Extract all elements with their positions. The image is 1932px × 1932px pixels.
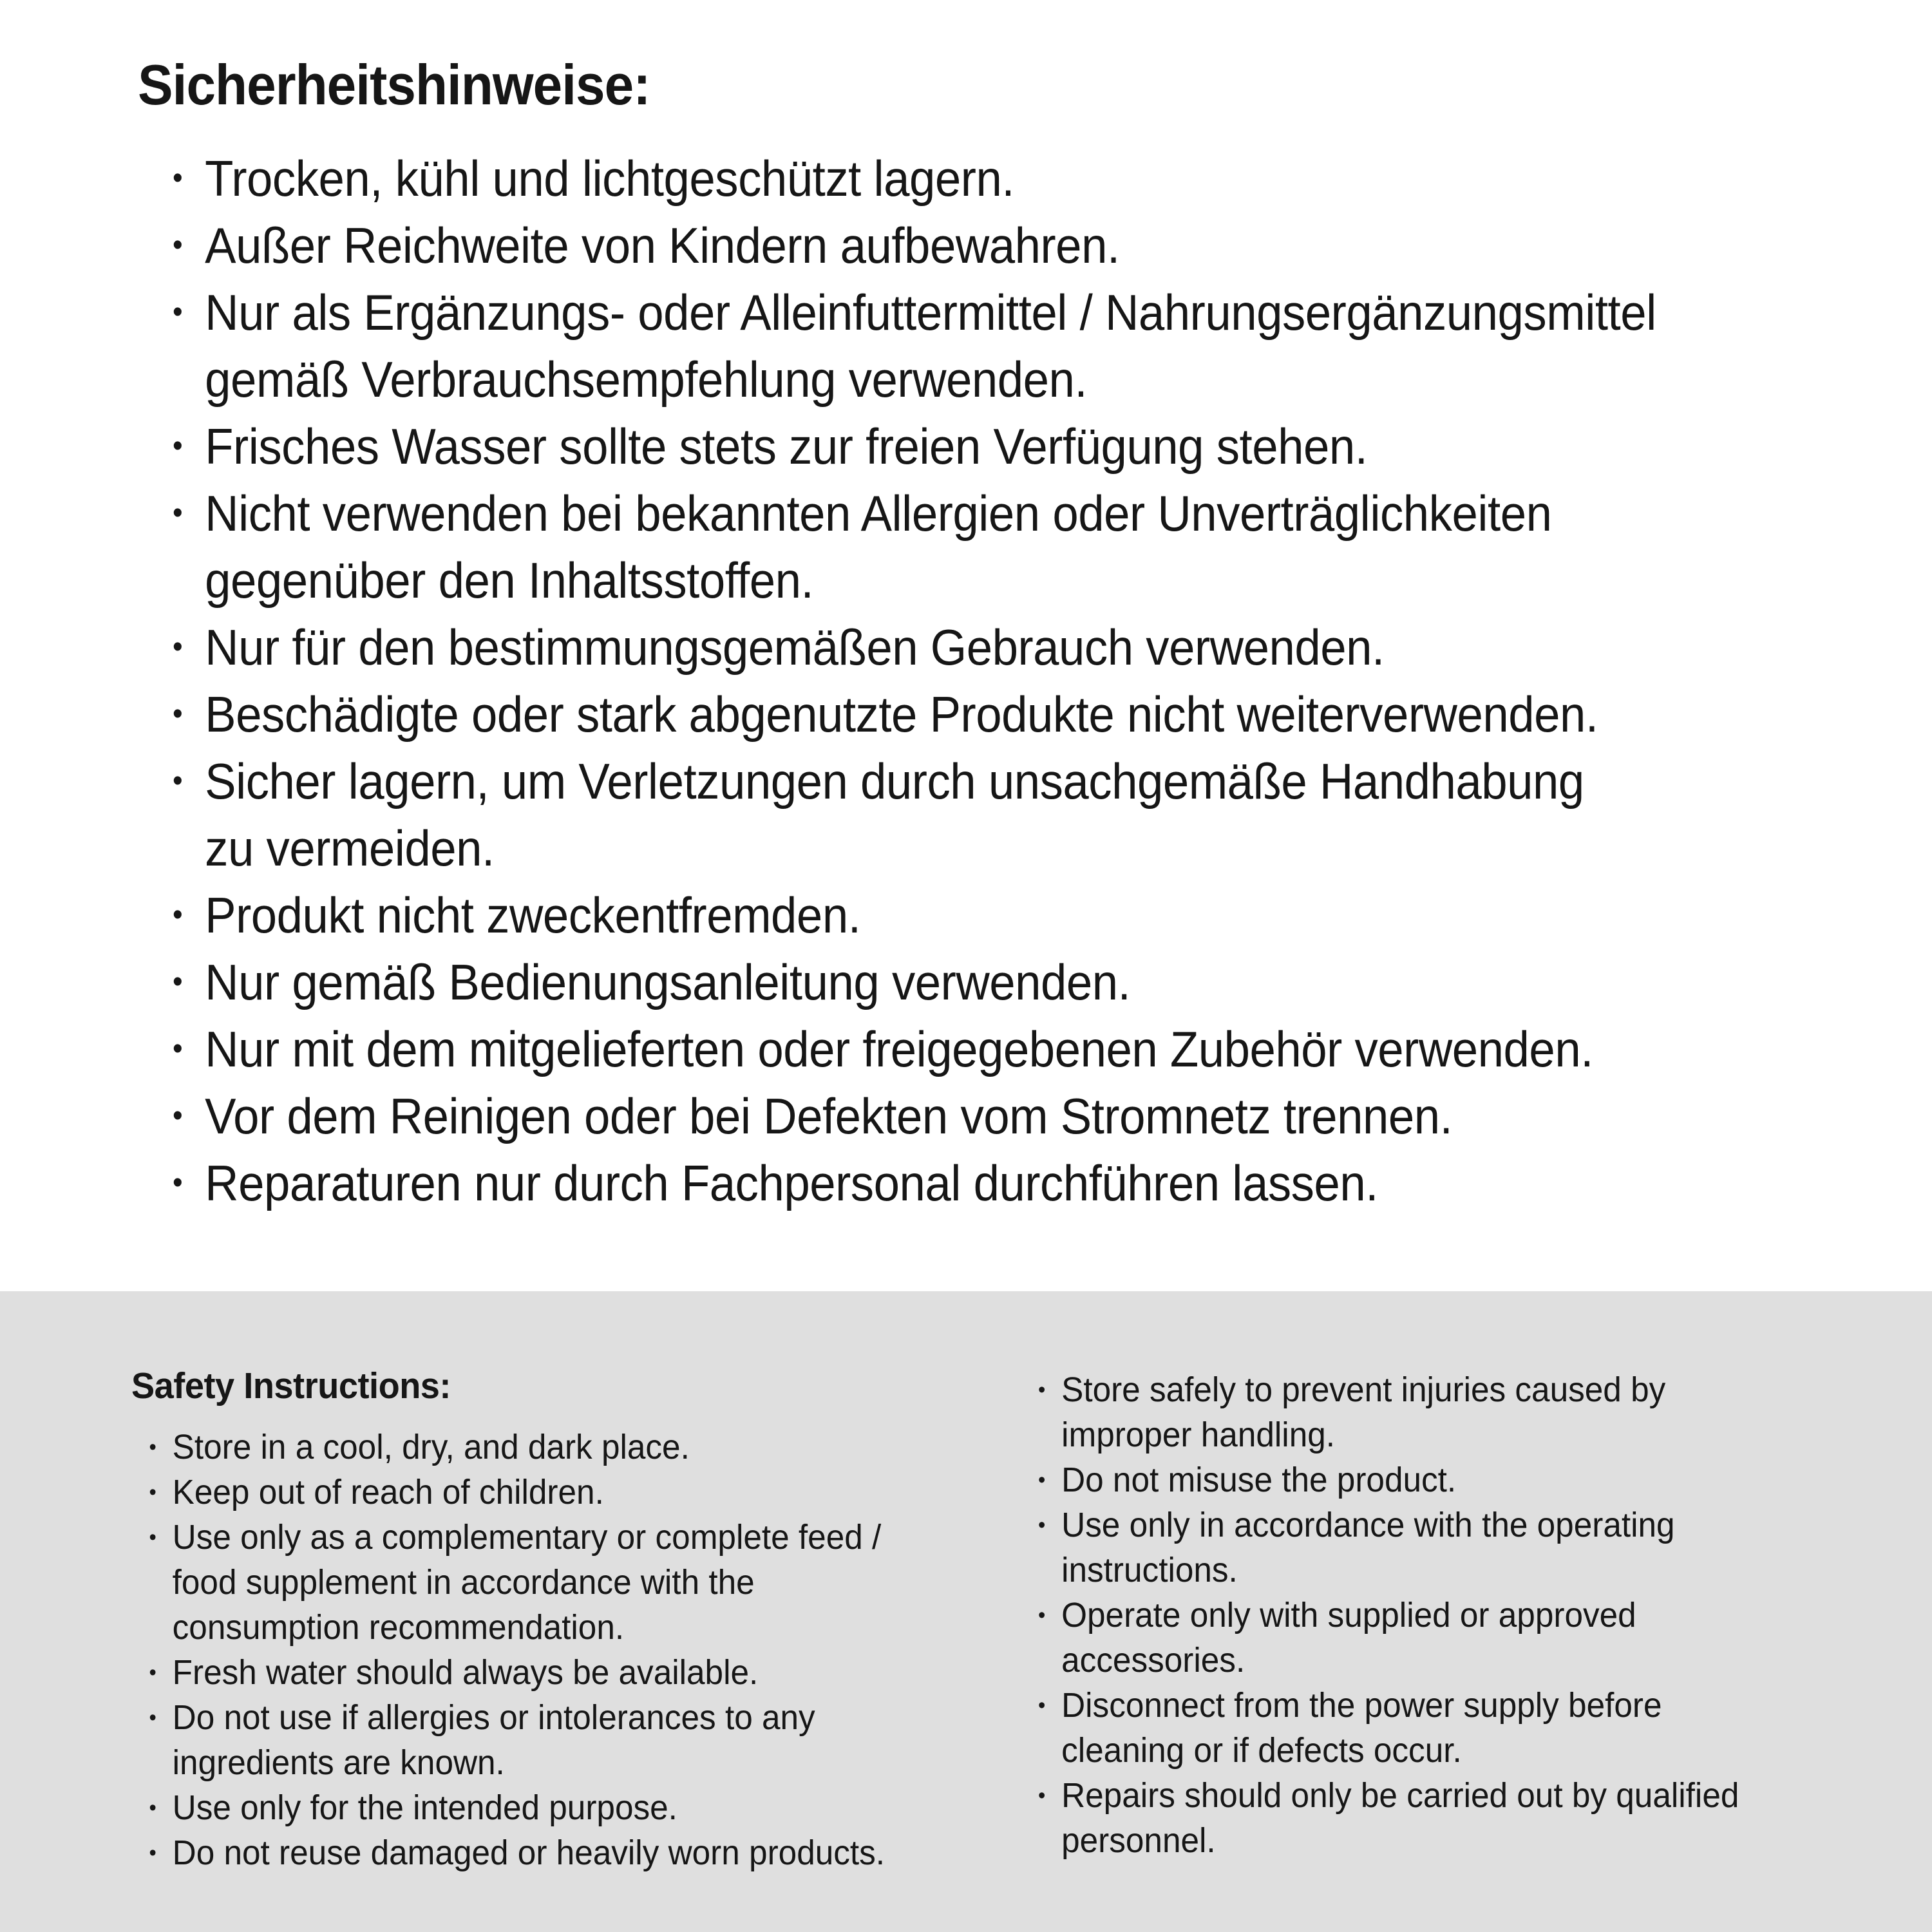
german-safety-item xyxy=(138,1083,1803,1150)
bullet-text: Trocken, kühl und lichtgeschützt lagern. xyxy=(205,150,1015,207)
bullet-text: Nicht verwenden bei bekannten Allergien oder Unverträglichkeiten gegenüber den Inhaltsstoffen. xyxy=(205,485,1552,609)
german-heading: Sicherheitshinweise: xyxy=(138,53,650,117)
bullet-text: Reparaturen nur durch Fachpersonal durchführen lassen. xyxy=(205,1155,1378,1211)
bullet-marker: • xyxy=(1038,1783,1046,1808)
bullet-marker: • xyxy=(1038,1603,1046,1627)
bullet-marker: • xyxy=(149,1705,156,1730)
bullet-text: Disconnect from the power supply before cleaning or if defects occur. xyxy=(1061,1686,1662,1770)
german-safety-item xyxy=(138,145,1803,212)
german-safety-item xyxy=(138,614,1803,681)
bullet-marker: • xyxy=(172,295,183,329)
bullet-text: Repairs should only be carried out by qualified personnel. xyxy=(1061,1776,1739,1860)
bullet-text: Beschädigte oder stark abgenutzte Produkte nicht weiterverwenden. xyxy=(205,686,1598,743)
bullet-text: Fresh water should always be available. xyxy=(172,1653,759,1692)
german-safety-item xyxy=(138,681,1803,748)
english-safety-item xyxy=(1038,1593,1882,1683)
bullet-text: Use only in accordance with the operating instructions. xyxy=(1061,1506,1675,1589)
german-safety-item xyxy=(138,1150,1803,1217)
bullet-marker: • xyxy=(149,1660,156,1685)
bullet-text: Store safely to prevent injuries caused by improper handling. xyxy=(1061,1370,1666,1454)
english-safety-band xyxy=(0,1291,1932,1932)
german-safety-section xyxy=(138,53,1803,1217)
bullet-marker: • xyxy=(149,1480,156,1504)
bullet-marker: • xyxy=(1038,1513,1046,1537)
bullet-text: Nur mit dem mitgelieferten oder freigegebenen Zubehör verwenden. xyxy=(205,1021,1593,1077)
bullet-text: Do not misuse the product. xyxy=(1061,1461,1457,1499)
bullet-marker: • xyxy=(149,1841,156,1865)
german-safety-item xyxy=(138,480,1803,614)
bullet-marker: • xyxy=(172,1099,183,1133)
bullet-text: Frisches Wasser sollte stets zur freien Verfügung stehen. xyxy=(205,418,1368,475)
bullet-marker: • xyxy=(172,496,183,530)
english-safety-item xyxy=(131,1650,988,1695)
bullet-text: Nur als Ergänzungs- oder Alleinfuttermittel / Nahrungsergänzungsmittel gemäß Verbrauchsempfehlung verwenden. xyxy=(205,284,1656,408)
english-safety-item xyxy=(131,1425,988,1470)
german-safety-item xyxy=(138,279,1803,413)
bullet-marker: • xyxy=(1038,1693,1046,1718)
english-safety-item xyxy=(1038,1683,1882,1773)
bullet-text: Use only as a complementary or complete feed / food supplement in accordance with the consumption recommendation. xyxy=(172,1518,882,1647)
english-right-column xyxy=(1038,1367,1882,1863)
bullet-text: Produkt nicht zweckentfremden. xyxy=(205,887,861,943)
english-safety-item xyxy=(1038,1367,1882,1457)
german-safety-item xyxy=(138,949,1803,1016)
bullet-marker: • xyxy=(172,429,183,463)
english-safety-item xyxy=(131,1515,988,1650)
german-safety-item xyxy=(138,413,1803,480)
german-safety-item xyxy=(138,882,1803,949)
bullet-text: Do not use if allergies or intolerances to any ingredients are known. xyxy=(172,1698,815,1782)
english-heading: Safety Instructions: xyxy=(131,1365,451,1406)
english-safety-item xyxy=(1038,1773,1882,1863)
english-safety-list-right xyxy=(1038,1367,1882,1863)
english-safety-item xyxy=(1038,1502,1882,1593)
bullet-marker: • xyxy=(1038,1378,1046,1402)
bullet-text: Nur gemäß Bedienungsanleitung verwenden. xyxy=(205,954,1131,1010)
bullet-text: Vor dem Reinigen oder bei Defekten vom Stromnetz trennen. xyxy=(205,1088,1453,1144)
german-safety-item xyxy=(138,748,1803,882)
bullet-marker: • xyxy=(172,764,183,798)
bullet-marker: • xyxy=(172,697,183,731)
english-safety-item xyxy=(131,1830,988,1875)
bullet-marker: • xyxy=(149,1795,156,1820)
english-safety-item xyxy=(1038,1457,1882,1502)
bullet-marker: • xyxy=(172,965,183,999)
bullet-text: Use only for the intended purpose. xyxy=(172,1788,677,1827)
bullet-text: Nur für den bestimmungsgemäßen Gebrauch verwenden. xyxy=(205,619,1385,676)
bullet-marker: • xyxy=(149,1525,156,1549)
bullet-text: Do not reuse damaged or heavily worn products. xyxy=(172,1833,886,1872)
bullet-marker: • xyxy=(1038,1468,1046,1492)
bullet-marker: • xyxy=(172,1166,183,1200)
bullet-text: Außer Reichweite von Kindern aufbewahren. xyxy=(205,217,1120,274)
bullet-text: Operate only with supplied or approved accessories. xyxy=(1061,1596,1636,1680)
german-safety-item xyxy=(138,212,1803,279)
bullet-marker: • xyxy=(172,161,183,195)
german-safety-list xyxy=(138,145,1803,1217)
english-safety-list-left xyxy=(131,1425,988,1875)
bullet-marker: • xyxy=(172,898,183,932)
english-safety-item xyxy=(131,1470,988,1515)
bullet-text: Keep out of reach of children. xyxy=(172,1473,604,1511)
bullet-marker: • xyxy=(172,1032,183,1066)
english-safety-item xyxy=(131,1695,988,1785)
english-left-column xyxy=(131,1362,988,1875)
english-safety-item xyxy=(131,1785,988,1830)
bullet-marker: • xyxy=(172,630,183,664)
bullet-text: Sicher lagern, um Verletzungen durch unsachgemäße Handhabung zu vermeiden. xyxy=(205,753,1584,876)
bullet-marker: • xyxy=(149,1435,156,1459)
german-safety-item xyxy=(138,1016,1803,1083)
bullet-marker: • xyxy=(172,228,183,262)
bullet-text: Store in a cool, dry, and dark place. xyxy=(172,1428,690,1466)
